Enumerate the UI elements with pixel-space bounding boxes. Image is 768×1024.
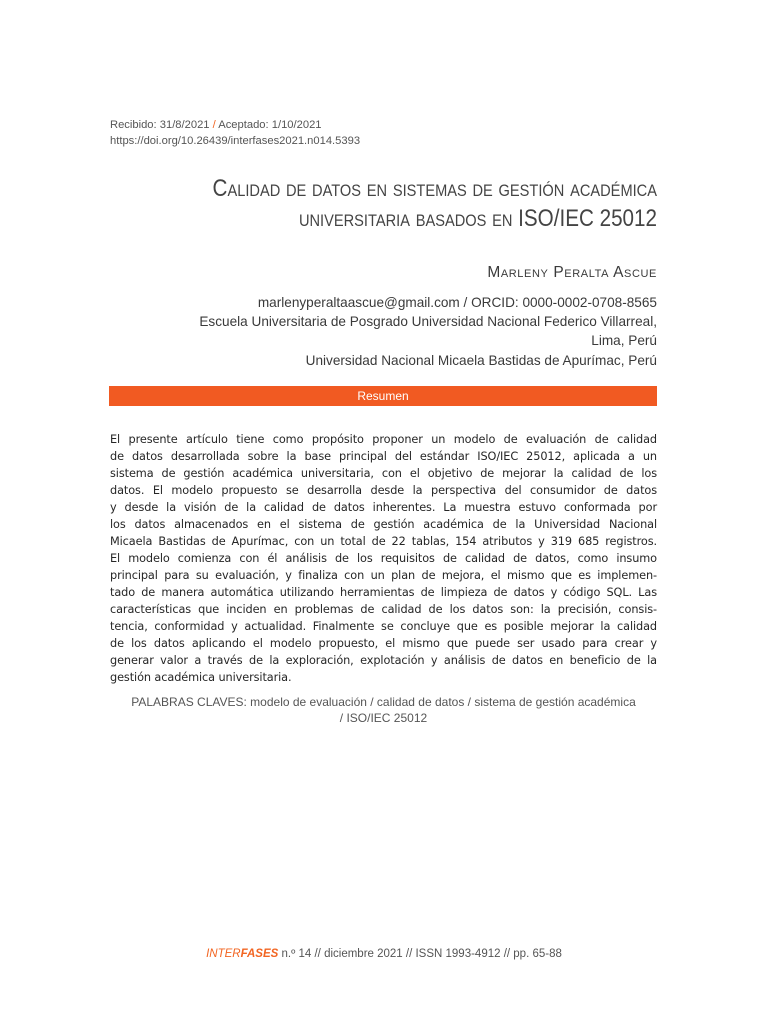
abstract-line: de datos desarrollada sobre la base principal del estándar ISO/IEC 25012, aplicada a un [110, 450, 657, 463]
journal-issue-details: n.º 14 // diciembre 2021 // ISSN 1993-4912 // pp. 65-88 [278, 948, 562, 960]
journal-brand-fases: FASES [240, 948, 279, 960]
affiliation-line: Escuela Universitaria de Posgrado Universidad Nacional Federico Villarreal, [199, 314, 657, 330]
journal-brand-inter: INTER [206, 948, 241, 960]
journal-footer [0, 948, 768, 960]
abstract-line: sistema de gestión académica universitaria, con el objetivo de mejorar la calidad de los [110, 467, 657, 480]
dates-line [110, 117, 360, 133]
article-dates [110, 117, 360, 149]
abstract-line: tencia, conformidad y actualidad. Finalmente se concluye que es posible mejorar la calidad [110, 620, 657, 633]
author-name: Marleny Peralta Ascue [487, 264, 657, 281]
accepted-date: Aceptado: 1/10/2021 [218, 119, 322, 131]
abstract-line: El presente artículo tiene como propósito proponer un modelo de evaluación de calidad [110, 433, 657, 446]
abstract-line: principal para su evaluación, y finaliza con un plan de mejora, el mismo que es implemen- [110, 569, 657, 582]
abstract-line: Micaela Bastidas de Apurímac, con un total de 22 tablas, 154 atributos y 319 685 registros. [110, 535, 657, 548]
abstract-line: de los datos aplicando el modelo propuesto, el mismo que puede ser usado para crear y [110, 637, 657, 650]
abstract-line: datos. El modelo propuesto se desarrolla desde la perspectiva del consumidor de datos [110, 484, 657, 497]
keywords [110, 694, 657, 726]
abstract-line: generar valor a través de la exploración, explotación y análisis de datos en beneficio de la [110, 654, 657, 667]
abstract-heading: Resumen [109, 386, 657, 406]
doi-link[interactable]: https://doi.org/10.26439/interfases2021.n014.5393 [110, 135, 361, 147]
keywords-line: / ISO/IEC 25012 [339, 711, 428, 725]
affiliation-line: Lima, Perú [591, 333, 657, 349]
abstract-body [110, 431, 657, 686]
abstract-line: los datos almacenados en el sistema de gestión académica de la Universidad Nacional [110, 518, 657, 531]
author-affiliation [137, 293, 657, 370]
article-title [175, 174, 657, 234]
title-line-2: universitaria basados en ISO/IEC 25012 [298, 205, 657, 232]
date-separator: / [212, 119, 216, 131]
abstract-line: y desde la visión de la calidad de datos inherentes. La muestra estuvo conformada por [110, 501, 657, 514]
author-contact[interactable]: marlenyperaltaascue@gmail.com / ORCID: 0000-0002-0708-8565 [257, 295, 657, 310]
received-date: Recibido: 31/8/2021 [110, 119, 210, 131]
abstract-line: características que inciden en problemas de calidad de los datos son: la precisión, consis- [110, 603, 657, 616]
abstract-line: tado de manera automática utilizando herramientas de limpieza de datos y código SQL. Las [110, 586, 657, 599]
keywords-line: PALABRAS CLAVES: modelo de evaluación / calidad de datos / sistema de gestión académica [131, 695, 636, 709]
affiliation-line: Universidad Nacional Micaela Bastidas de Apurímac, Perú [305, 352, 657, 368]
title-line-1: Calidad de datos en sistemas de gestión académica [212, 175, 657, 202]
abstract-line: gestión académica universitaria. [110, 671, 292, 684]
abstract-line: El modelo comienza con él análisis de los requisitos de calidad de datos, como insumo [110, 552, 657, 565]
